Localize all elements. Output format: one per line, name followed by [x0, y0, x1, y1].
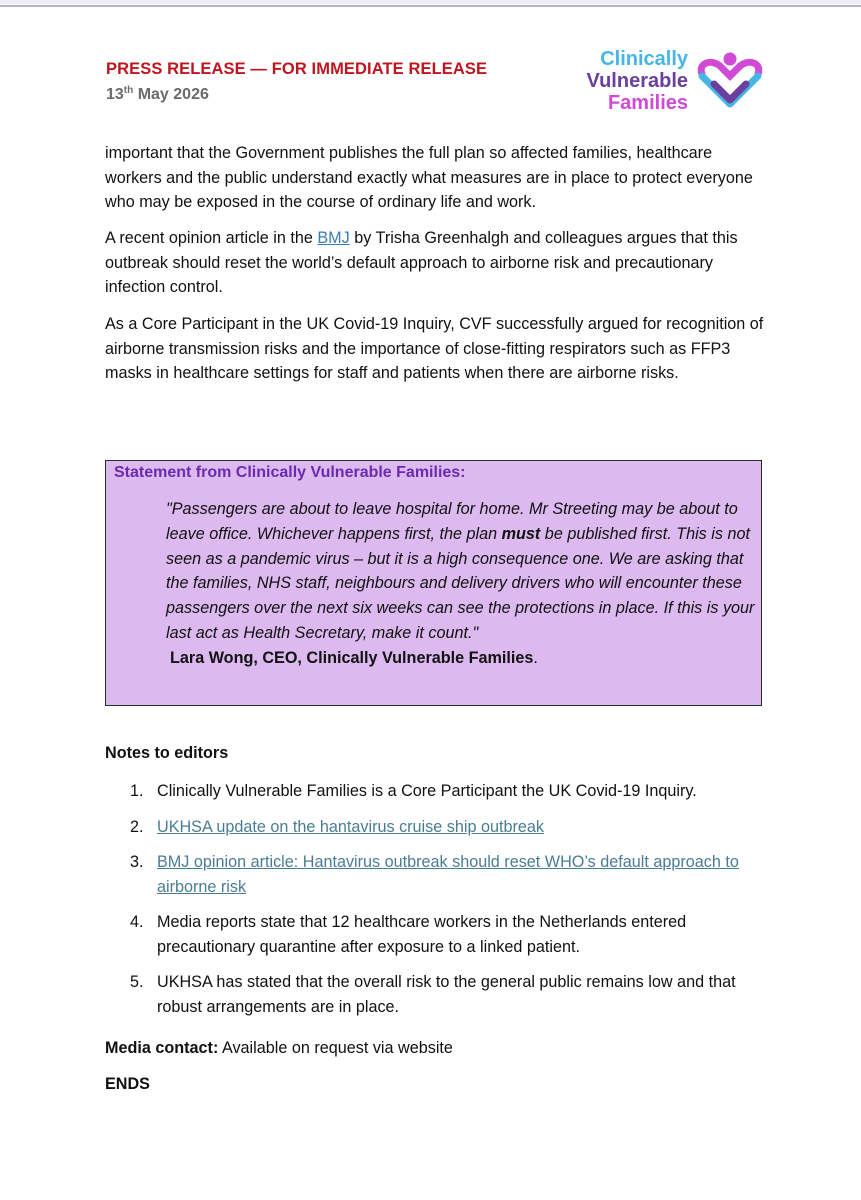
logo-line-1: Clinically: [600, 48, 688, 70]
note-text: UKHSA has stated that the overall risk to the general public remains low and that robust arrangements are in place.: [157, 973, 736, 1016]
attribution-name: Lara Wong, CEO, Clinically Vulnerable Families: [170, 649, 534, 667]
note-item: [105, 779, 765, 804]
attribution-period: .: [533, 649, 538, 667]
heart-figure-icon: [694, 50, 766, 114]
media-contact: [105, 1036, 453, 1060]
note-item: [105, 850, 765, 899]
note-number: 4.: [130, 913, 144, 931]
press-release-label: PRESS RELEASE — FOR IMMEDIATE RELEASE: [106, 60, 488, 78]
ukhsa-update-link[interactable]: UKHSA update on the hantavirus cruise ship outbreak: [157, 817, 544, 836]
release-date: [106, 85, 209, 104]
body-paragraph-1: important that the Government publishes the full plan so affected families, healthcare workers and the public understand exactly what measures are in place to protect everyone who may be exposed in the course of ordinary life and work.: [105, 144, 753, 211]
note-item: [105, 910, 765, 959]
logo-wordmark: [586, 48, 688, 114]
media-contact-text: Available on request via website: [218, 1039, 453, 1057]
statement-heading: Statement from Clinically Vulnerable Families:: [114, 464, 466, 481]
note-number: 1.: [130, 782, 144, 800]
statement-box: [105, 460, 762, 706]
bmj-link[interactable]: BMJ: [317, 229, 350, 247]
date-rest: May 2026: [133, 86, 209, 103]
note-number: 3.: [130, 853, 144, 871]
note-number: 2.: [130, 817, 144, 836]
page-top-rule: [0, 5, 861, 7]
note-item: [105, 815, 765, 840]
statement-quote: [166, 497, 758, 646]
notes-list: [105, 779, 765, 1030]
quote-text-before: "Passengers are about to leave hospital for home. Mr Streeting may be about to leave office. Whichever happens first, the plan: [166, 500, 738, 543]
quote-emphasis: must: [501, 524, 541, 543]
p2-text-before: A recent opinion article in the: [105, 229, 318, 247]
cvf-logo: [566, 48, 766, 118]
notes-heading: Notes to editors: [105, 744, 229, 762]
logo-line-3: Families: [607, 92, 688, 114]
ends-marker: ENDS: [105, 1075, 150, 1093]
note-item: [105, 970, 765, 1019]
note-text: Clinically Vulnerable Families is a Core Participant the UK Covid-19 Inquiry.: [157, 782, 697, 800]
media-contact-label: Media contact:: [105, 1039, 219, 1057]
body-paragraph-3: As a Core Participant in the UK Covid-19 Inquiry, CVF successfully argued for recognition of airborne transmission risks and the importance of close-fitting respirators such as FFP3 masks in healthcare settings for staff and patients when there are airborne risks.: [105, 315, 764, 382]
note-text: Media reports state that 12 healthcare workers in the Netherlands entered precautionary quarantine after exposure to a linked patient.: [157, 913, 687, 956]
quote-text-after: be published first. This is not seen as a pandemic virus – but it is a high consequence one. We are asking that the families, NHS staff, neighbours and delivery drivers who will encounter these passengers over the next six weeks can see the protections in place. If this is your last act as Health Secretary, make it count.": [166, 524, 755, 642]
note-number: 5.: [130, 973, 144, 991]
body-paragraph-2: [105, 226, 765, 300]
p2-text-after: by Trisha Greenhalgh and colleagues argues that this outbreak should reset the world’s default approach to airborne risk and precautionary infection control.: [105, 229, 738, 296]
page-top-edge: [0, 0, 861, 4]
bmj-opinion-link[interactable]: BMJ opinion article: Hantavirus outbreak should reset WHO’s default approach to airborne risk: [157, 853, 739, 896]
statement-attribution: [170, 646, 538, 670]
logo-line-2: Vulnerable: [586, 70, 688, 92]
date-suffix: th: [123, 85, 134, 96]
date-day: 13: [106, 86, 124, 103]
